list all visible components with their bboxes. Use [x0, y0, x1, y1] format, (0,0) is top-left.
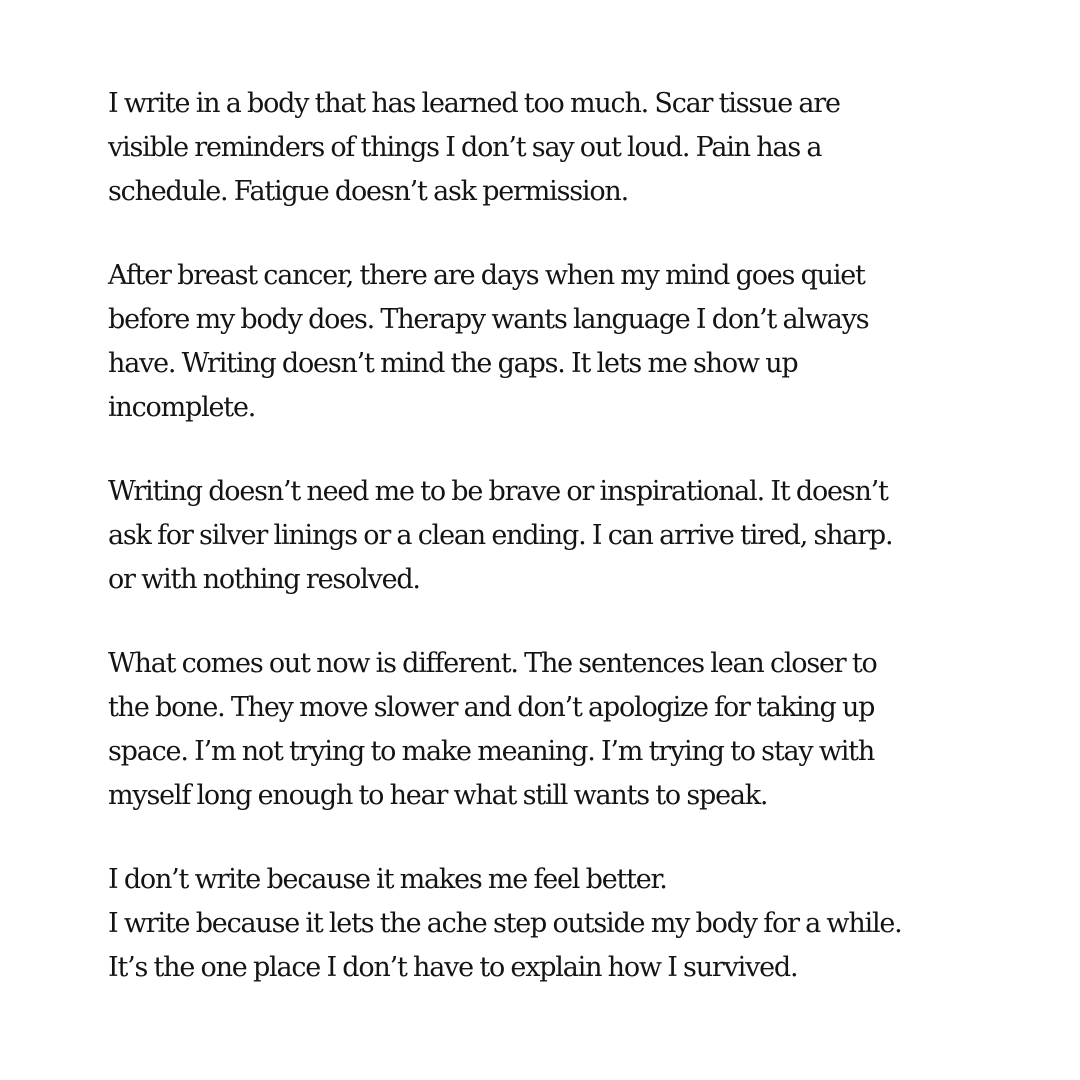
paragraph-1: [108, 82, 988, 214]
text-line: before my body does. Therapy wants language I don’t always: [108, 304, 869, 335]
paragraph-2: [108, 254, 988, 430]
text-line: Writing doesn’t need me to be brave or inspirational. It doesn’t: [108, 476, 888, 507]
text-line: space. I’m not trying to make meaning. I’m trying to stay with: [108, 736, 875, 767]
text-line: or with nothing resolved.: [108, 564, 420, 595]
paragraph-3: [108, 470, 988, 602]
text-line: After breast cancer, there are days when my mind goes quiet: [108, 260, 865, 291]
text-line: I write in a body that has learned too much. Scar tissue are: [108, 88, 840, 119]
text-line: I write because it lets the ache step outside my body for a while.: [108, 908, 902, 939]
text-line: myself long enough to hear what still wants to speak.: [108, 780, 768, 811]
text-body: [108, 82, 988, 990]
text-line: What comes out now is different. The sentences lean closer to: [108, 648, 877, 679]
text-line: I don’t write because it makes me feel better.: [108, 864, 667, 895]
paragraph-4: [108, 642, 988, 818]
text-line: ask for silver linings or a clean ending. I can arrive tired, sharp.: [108, 520, 893, 551]
text-line: visible reminders of things I don’t say out loud. Pain has a: [108, 132, 822, 163]
text-line: have. Writing doesn’t mind the gaps. It lets me show up: [108, 348, 798, 379]
text-line: incomplete.: [108, 392, 256, 423]
text-line: the bone. They move slower and don’t apologize for taking up: [108, 692, 875, 723]
paragraph-5: [108, 858, 988, 990]
text-line: It’s the one place I don’t have to explain how I survived.: [108, 952, 798, 983]
text-line: schedule. Fatigue doesn’t ask permission.: [108, 176, 628, 207]
